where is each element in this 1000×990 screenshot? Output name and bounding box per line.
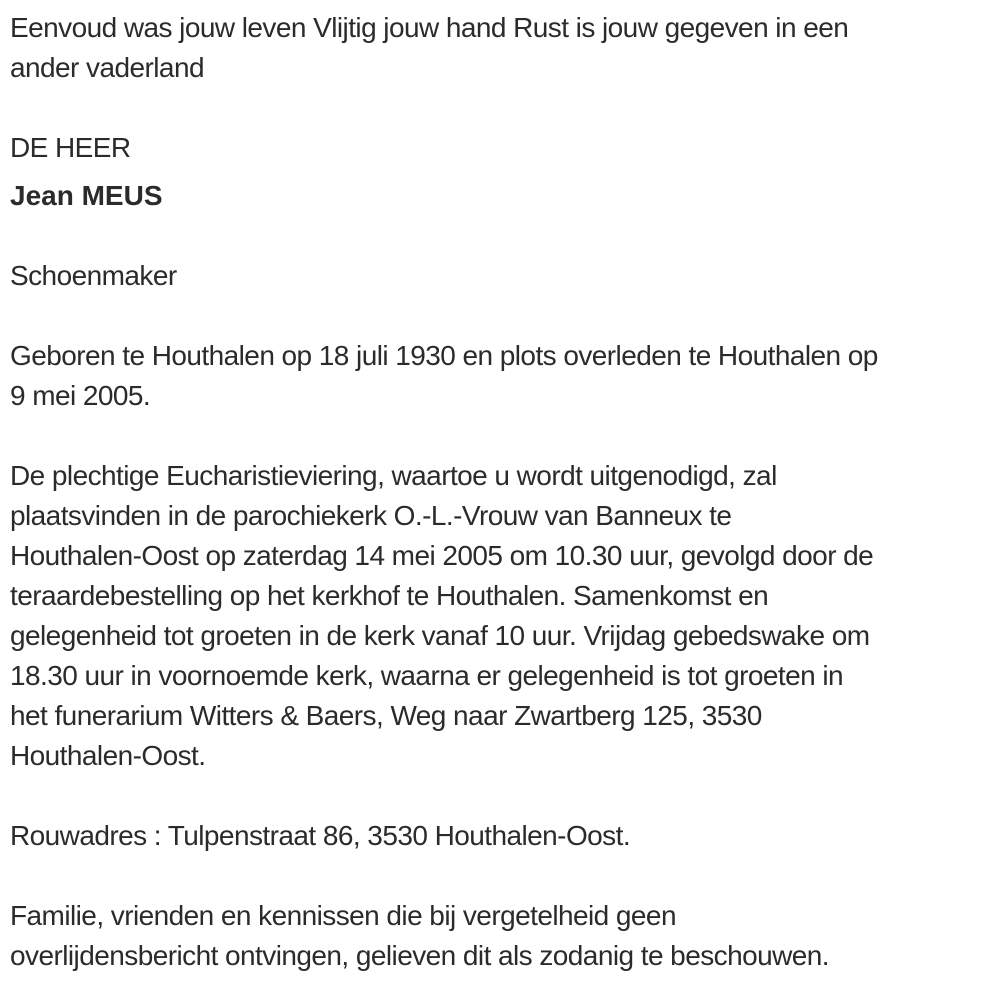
life-dates-line: Geboren te Houthalen op 18 juli 1930 en plots overleden te Houthalen op: [10, 340, 878, 371]
profession-text: Schoenmaker: [10, 260, 177, 291]
salutation-text: DE HEER: [10, 132, 131, 163]
life-dates-line: 9 mei 2005.: [10, 380, 151, 411]
profession: [10, 256, 988, 296]
epitaph-line: ander vaderland: [10, 52, 204, 83]
service-details-line: Houthalen-Oost.: [10, 740, 206, 771]
service-details: [10, 456, 988, 776]
service-details-line: het funerarium Witters & Baers, Weg naar Zwartberg 125, 3530: [10, 700, 762, 731]
deceased-name: [10, 176, 988, 216]
notice-line: Familie, vrienden en kennissen die bij vergetelheid geen: [10, 900, 676, 931]
notice: [10, 896, 988, 976]
service-details-line: gelegenheid tot groeten in de kerk vanaf 10 uur. Vrijdag gebedswake om: [10, 620, 870, 651]
mourning-address-text: Rouwadres : Tulpenstraat 86, 3530 Houthalen-Oost.: [10, 820, 631, 851]
service-details-line: teraardebestelling op het kerkhof te Houthalen. Samenkomst en: [10, 580, 769, 611]
notice-line: overlijdensbericht ontvingen, gelieven dit als zodanig te beschouwen.: [10, 940, 830, 971]
obituary-document: [10, 8, 988, 976]
service-details-line: 18.30 uur in voornoemde kerk, waarna er gelegenheid is tot groeten in: [10, 660, 844, 691]
salutation: [10, 128, 988, 168]
service-details-line: plaatsvinden in de parochiekerk O.-L.-Vrouw van Banneux te: [10, 500, 732, 531]
service-details-line: De plechtige Eucharistieviering, waartoe u wordt uitgenodigd, zal: [10, 460, 777, 491]
mourning-address: [10, 816, 988, 856]
epitaph: [10, 8, 988, 88]
epitaph-line: Eenvoud was jouw leven Vlijtig jouw hand Rust is jouw gegeven in een: [10, 12, 849, 43]
life-dates: [10, 336, 988, 416]
deceased-name-text: Jean MEUS: [10, 180, 163, 211]
service-details-line: Houthalen-Oost op zaterdag 14 mei 2005 om 10.30 uur, gevolgd door de: [10, 540, 874, 571]
